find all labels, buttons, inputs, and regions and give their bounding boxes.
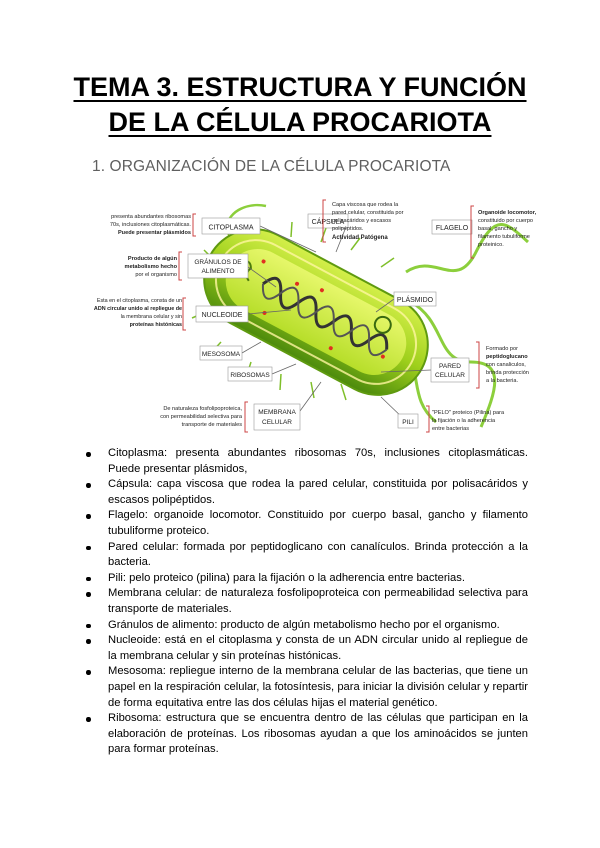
- list-item-citoplasma: Citoplasma: presenta abundantes ribosomas 70s, inclusiones citoplasmáticas. Puede presentar plásmidos,: [82, 446, 528, 477]
- svg-text:brinda protección: brinda protección: [486, 370, 529, 376]
- list-item-membrana-celular: Membrana celular: de naturaleza fosfolipoproteica con permeabilidad selectiva para transporte de materiales.: [82, 586, 528, 617]
- list-item-granulos: Gránulos de alimento: producto de algún metabolismo hecho por el organismo.: [82, 618, 528, 634]
- svg-text:filamento tubuliforme: filamento tubuliforme: [478, 234, 530, 240]
- note-capsula: [332, 202, 404, 241]
- svg-text:peptidoglucano: peptidoglucano: [486, 354, 528, 360]
- svg-text:MEMBRANA: MEMBRANA: [258, 409, 296, 416]
- prokaryotic-cell-diagram: [76, 192, 536, 442]
- note-pili: [432, 410, 505, 432]
- label-plasmido: [394, 292, 436, 306]
- label-pared: [431, 358, 469, 382]
- svg-text:a la bacteria.: a la bacteria.: [486, 378, 519, 384]
- svg-text:CELULAR: CELULAR: [435, 372, 465, 379]
- definition-list: [82, 446, 528, 758]
- svg-text:basal, gancho y: basal, gancho y: [478, 226, 518, 232]
- list-item-mesosoma: Mesosoma: repliegue interno de la membrana celular de las bacterias, que tiene un papel en la respiración celular, la fotosíntesis, para iniciar la división celular y repartir de forma equitativa entre las dos células hijas el material genético.: [82, 664, 528, 711]
- diagram-svg: [76, 192, 536, 442]
- svg-text:Capa viscosa que rodea la: Capa viscosa que rodea la: [332, 202, 399, 208]
- svg-text:70s, inclusiones citoplasmátic: 70s, inclusiones citoplasmáticas.: [109, 222, 191, 228]
- list-item-flagelo: Flagelo: organoide locomotor. Constituido por cuerpo basal, gancho y filamento tubuliforme proteico.: [82, 508, 528, 539]
- list-item-ribosoma: Ribosoma: estructura que se encuentra dentro de las células que participan en la elaboración de proteínas. Los ribosomas ayudan a que los aminoácidos se junten para formar proteínas.: [82, 711, 528, 758]
- label-ribosomas: [228, 367, 272, 381]
- svg-text:Actividad Patógena: Actividad Patógena: [332, 235, 388, 241]
- svg-text:FLAGELO: FLAGELO: [435, 225, 469, 232]
- svg-text:pared celular, constituida por: pared celular, constituida por: [332, 210, 404, 216]
- svg-text:PLÁSMIDO: PLÁSMIDO: [396, 297, 434, 304]
- svg-text:ADN circular unido al repliegu: ADN circular unido al repliegue de: [93, 306, 182, 312]
- svg-text:ALIMENTO: ALIMENTO: [201, 268, 235, 275]
- svg-text:con canaliculos,: con canaliculos,: [486, 362, 526, 368]
- svg-text:CITOPLASMA: CITOPLASMA: [208, 224, 254, 232]
- svg-text:metabolismo hecho: metabolismo hecho: [124, 264, 177, 270]
- svg-text:RIBOSOMAS: RIBOSOMAS: [230, 372, 270, 379]
- title-line-2: DE LA CÉLULA PROCARIOTA: [108, 107, 492, 137]
- svg-text:"PELO" proteico (Pilina) para: "PELO" proteico (Pilina) para: [432, 410, 505, 416]
- svg-text:polisacáridos y escasos: polisacáridos y escasos: [332, 218, 392, 224]
- label-pili: [398, 414, 418, 428]
- svg-text:proteinico.: proteinico.: [478, 242, 504, 248]
- svg-text:Formado por: Formado por: [486, 346, 519, 352]
- label-mesosoma: [200, 346, 242, 360]
- svg-text:Producto de algún: Producto de algún: [127, 256, 177, 262]
- label-flagelo: [432, 220, 472, 234]
- note-nucleoide: [94, 298, 182, 328]
- svg-text:GRÁNULOS DE: GRÁNULOS DE: [194, 259, 242, 266]
- label-nucleoide: [196, 306, 248, 322]
- section-heading: 1. ORGANIZACIÓN DE LA CÉLULA PROCARIOTA: [92, 158, 451, 175]
- svg-text:Puede presentar plásmidos: Puede presentar plásmidos: [117, 230, 191, 236]
- label-membrana: [254, 404, 300, 430]
- list-item-pili: Pili: pelo proteico (pilina) para la fijación o la adherencia entre bacterias.: [82, 571, 528, 587]
- note-citoplasma: [110, 214, 192, 236]
- svg-text:Esta en el citoplasma, consta: Esta en el citoplasma, consta de un: [96, 298, 182, 304]
- label-citoplasma: [202, 218, 260, 234]
- list-item-pared-celular: Pared celular: formada por peptidoglicano con canalículos. Brinda protección a la bacteria.: [82, 540, 528, 571]
- svg-text:entre bacterias: entre bacterias: [432, 426, 470, 432]
- svg-text:MESOSOMA: MESOSOMA: [201, 351, 241, 358]
- list-item-nucleoide: Nucleoide: está en el citoplasma y consta de un ADN circular unido al repliegue de la membrana celular y sin proteínas histónicas.: [82, 633, 528, 664]
- svg-text:NUCLEOIDE: NUCLEOIDE: [201, 312, 243, 319]
- svg-text:Organoide locomotor,: Organoide locomotor,: [478, 210, 536, 216]
- list-item-capsula: Cápsula: capa viscosa que rodea la pared celular, constituida por polisacáridos y escasos polipéptidos.: [82, 477, 528, 508]
- label-granulos: [188, 254, 248, 278]
- svg-text:PARED: PARED: [439, 363, 461, 370]
- svg-text:De naturaleza fosfolipoproteic: De naturaleza fosfolipoproteica,: [163, 406, 242, 412]
- svg-text:la membrana celular y sin: la membrana celular y sin: [120, 314, 182, 320]
- svg-text:presenta abundantes ribosomas: presenta abundantes ribosomas: [111, 214, 191, 220]
- document-title: [40, 70, 560, 140]
- svg-text:PILI: PILI: [402, 419, 414, 426]
- svg-text:CELULAR: CELULAR: [262, 419, 292, 426]
- svg-text:CÁPSULA: CÁPSULA: [311, 219, 345, 226]
- note-membrana: [160, 406, 243, 428]
- note-granulos: [124, 256, 177, 278]
- svg-text:la fijación o la adherencia: la fijación o la adherencia: [432, 418, 496, 424]
- svg-text:constituido por cuerpo: constituido por cuerpo: [478, 218, 534, 224]
- note-pared: [486, 346, 529, 384]
- title-line-1: TEMA 3. ESTRUCTURA Y FUNCIÓN: [73, 72, 527, 102]
- svg-text:con permeabilidad selectiva pa: con permeabilidad selectiva para: [160, 414, 242, 420]
- svg-text:por el organismo: por el organismo: [135, 272, 177, 278]
- svg-text:proteínas histónicas: proteínas histónicas: [129, 322, 182, 328]
- svg-text:polipéptidos.: polipéptidos.: [332, 226, 364, 232]
- svg-text:transporte de materiales: transporte de materiales: [181, 422, 242, 428]
